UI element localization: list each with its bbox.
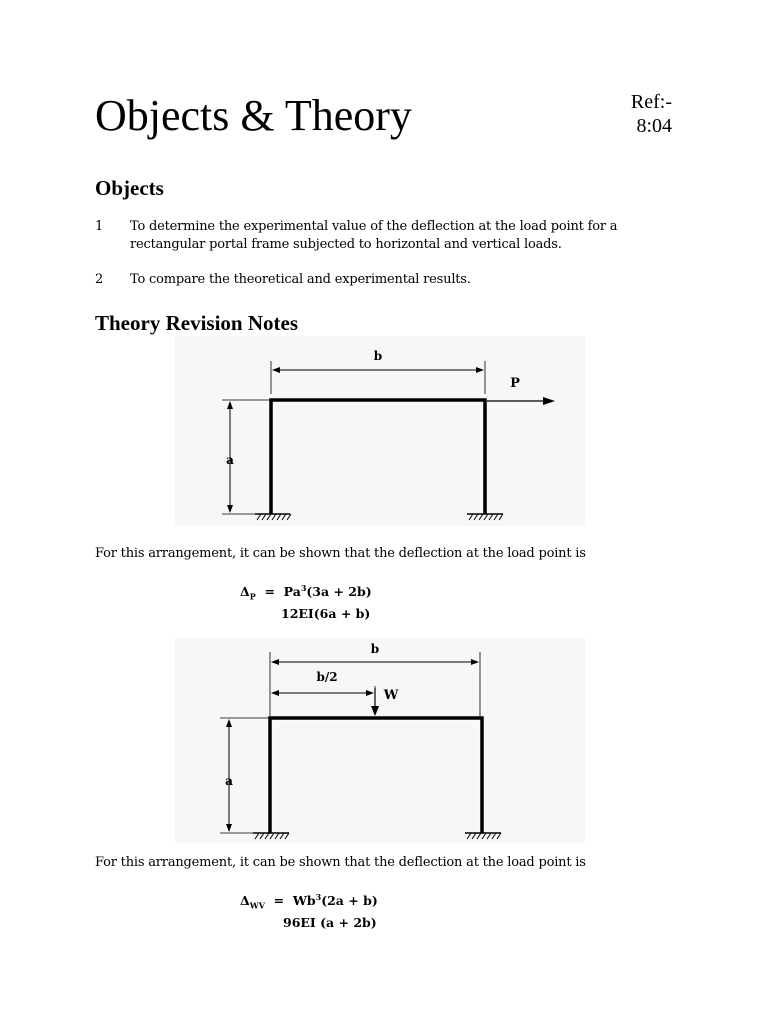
page-title: Objects & Theory bbox=[95, 91, 412, 140]
objects-heading: Objects bbox=[95, 176, 164, 200]
ref-number: 8:04 bbox=[636, 115, 672, 137]
numerator-base: Wb bbox=[292, 893, 316, 909]
portal-frame-vertical-load-figure bbox=[175, 638, 585, 843]
label-b-half: b/2 bbox=[316, 670, 338, 684]
label-a: a bbox=[226, 453, 234, 467]
label-w: W bbox=[383, 688, 399, 703]
equals-sign: = bbox=[273, 893, 285, 909]
deflection-statement: For this arrangement, it can be shown that the deflection at the load point is bbox=[95, 546, 586, 561]
equation-denominator: 96EI (a + 2b) bbox=[283, 915, 377, 930]
label-b: b bbox=[370, 642, 380, 656]
equation-denominator: 12EI(6a + b) bbox=[281, 606, 371, 621]
object-text: To determine the experimental value of the deflection at the load point for a rectangular portal frame subjected to horizontal and vertical loads. bbox=[130, 219, 618, 252]
ref-label: Ref:- bbox=[630, 91, 672, 113]
equation-horizontal-deflection bbox=[240, 583, 372, 602]
reference bbox=[600, 90, 672, 138]
equation-vertical-deflection bbox=[240, 892, 378, 911]
label-p: P bbox=[510, 376, 520, 391]
label-a: a bbox=[225, 774, 233, 788]
object-number: 1 bbox=[95, 219, 104, 234]
equals-sign: = bbox=[264, 584, 275, 600]
numerator-factor: (3a + 2b) bbox=[306, 584, 372, 600]
delta-subscript: P bbox=[249, 591, 256, 602]
deflection-statement: For this arrangement, it can be shown that the deflection at the load point is bbox=[95, 855, 586, 870]
object-number: 2 bbox=[95, 272, 104, 287]
numerator-exponent: 3 bbox=[315, 892, 322, 902]
object-text: To compare the theoretical and experimental results. bbox=[130, 272, 471, 287]
delta-symbol: Δ bbox=[240, 893, 250, 909]
portal-frame-horizontal-load-figure bbox=[175, 336, 585, 526]
numerator-factor: (2a + b) bbox=[321, 893, 378, 909]
theory-heading: Theory Revision Notes bbox=[95, 311, 298, 335]
figure-background bbox=[175, 638, 585, 843]
delta-symbol: Δ bbox=[240, 584, 250, 600]
label-b: b bbox=[373, 349, 383, 363]
figure-background bbox=[175, 336, 585, 526]
numerator-exponent: 3 bbox=[300, 583, 307, 593]
numerator-base: Pa bbox=[283, 584, 301, 600]
delta-subscript: WV bbox=[249, 900, 265, 911]
